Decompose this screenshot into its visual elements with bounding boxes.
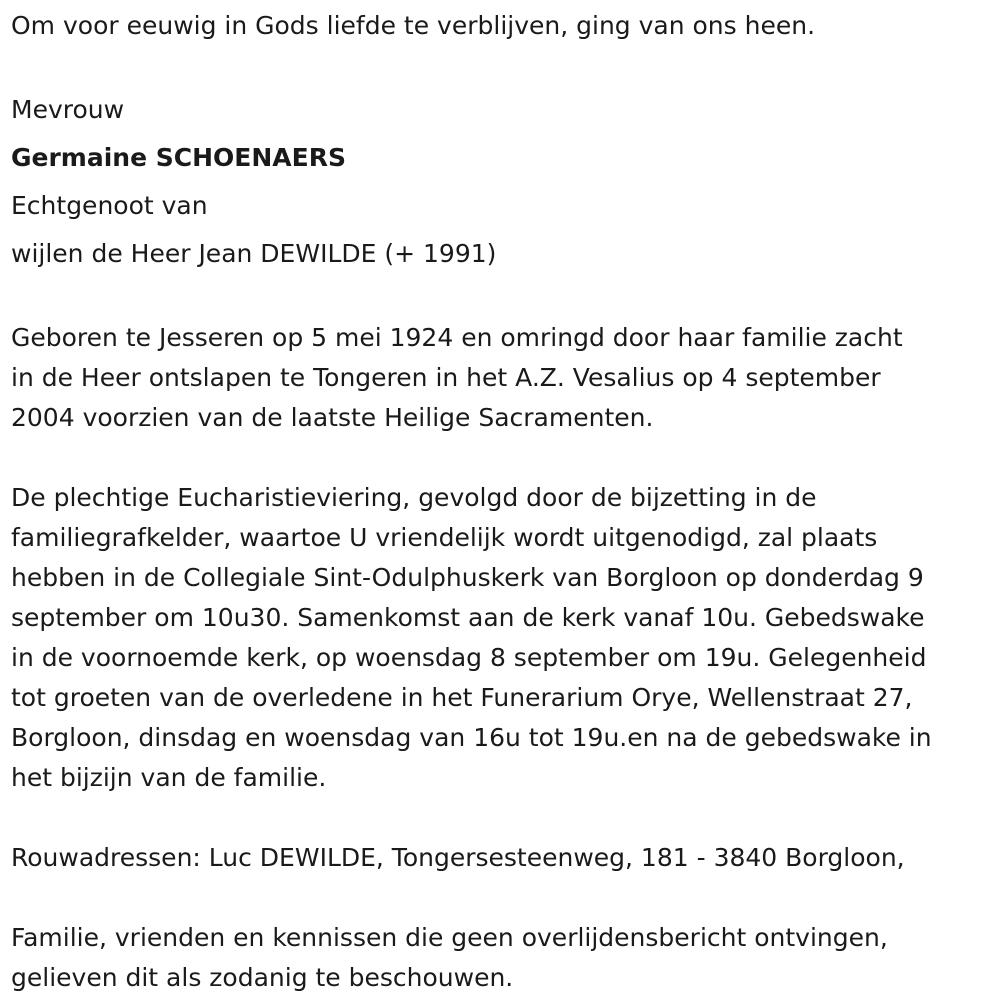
paragraph-line: Familie, vrienden en kennissen die geen overlijdensbericht ontvingen, (11, 923, 888, 952)
paragraph-line: Borgloon, dinsdag en woensdag van 16u tot 19u.en na de gebedswake in (11, 723, 932, 752)
spacer (11, 278, 986, 318)
deceased-name: Germaine SCHOENAERS (11, 143, 346, 172)
spacer (11, 438, 986, 478)
obituary-notice (11, 0, 986, 998)
paragraph-line: Geboren te Jesseren op 5 mei 1924 en omringd door haar familie zacht (11, 323, 903, 352)
paragraph-line: familiegrafkelder, waartoe U vriendelijk wordt uitgenodigd, zal plaats (11, 523, 878, 552)
deceased-title: Mevrouw (11, 95, 125, 124)
spacer (11, 46, 986, 86)
opening-line: Om voor eeuwig in Gods liefde te verblijven, ging van ons heen. (11, 11, 816, 40)
ceremony-paragraph (11, 478, 986, 798)
paragraph-line: tot groeten van de overledene in het Funerarium Orye, Wellenstraat 27, (11, 683, 913, 712)
birth-death-paragraph (11, 318, 986, 438)
paragraph-line: hebben in de Collegiale Sint-Odulphuskerk van Borgloon op donderdag 9 (11, 563, 924, 592)
deceased-spouse: wijlen de Heer Jean DEWILDE (+ 1991) (11, 239, 497, 268)
closing-paragraph (11, 918, 986, 998)
paragraph-line: in de voornoemde kerk, op woensdag 8 september om 19u. Gelegenheid (11, 643, 927, 672)
spacer (11, 878, 986, 918)
paragraph-line: gelieven dit als zodanig te beschouwen. (11, 963, 514, 992)
paragraph-line: het bijzijn van de familie. (11, 763, 327, 792)
paragraph-line: in de Heer ontslapen te Tongeren in het A.Z. Vesalius op 4 september (11, 363, 881, 392)
spacer (11, 798, 986, 838)
paragraph-line: september om 10u30. Samenkomst aan de kerk vanaf 10u. Gebedswake (11, 603, 925, 632)
condolence-address: Rouwadressen: Luc DEWILDE, Tongersesteenweg, 181 - 3840 Borgloon, (11, 843, 905, 872)
deceased-relation: Echtgenoot van (11, 191, 208, 220)
paragraph-line: De plechtige Eucharistieviering, gevolgd door de bijzetting in de (11, 483, 817, 512)
paragraph-line: 2004 voorzien van de laatste Heilige Sacramenten. (11, 403, 654, 432)
